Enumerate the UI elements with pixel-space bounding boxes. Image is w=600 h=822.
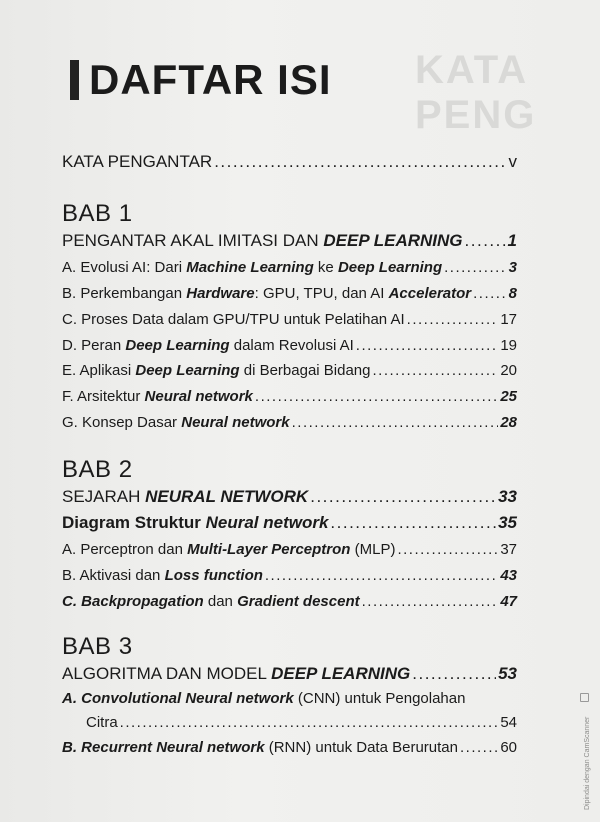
toc-entry-bab1-chapter[interactable] <box>62 231 517 251</box>
entry-text: ke <box>313 259 338 276</box>
page-number: 28 <box>500 414 517 431</box>
entry-emph: Accelerator <box>388 285 472 302</box>
toc-entry-bab3-a-cont[interactable] <box>86 714 517 731</box>
leader-dots <box>407 311 499 328</box>
entry-label <box>62 567 263 584</box>
entry-label <box>62 231 463 251</box>
toc-entry-bab1-b[interactable] <box>62 285 517 302</box>
entry-emph: Gradient descent <box>237 593 360 610</box>
leader-dots <box>465 231 506 251</box>
leader-dots <box>444 259 507 276</box>
entry-emph: Hardware <box>186 285 255 302</box>
entry-emph: Backpropagation <box>81 593 204 610</box>
leader-dots <box>310 487 496 507</box>
entry-label <box>62 513 328 533</box>
leader-dots <box>473 285 507 302</box>
entry-label <box>62 739 458 756</box>
entry-text: dan <box>203 593 238 610</box>
bab1-heading: BAB 1 <box>62 200 133 227</box>
page-number: 54 <box>500 714 517 731</box>
title-bar-decoration <box>70 60 79 100</box>
leader-dots <box>460 739 498 756</box>
entry-label <box>62 690 465 707</box>
page-number: 3 <box>508 259 517 276</box>
entry-text: E. Aplikasi <box>62 362 136 379</box>
toc-entry-bab1-d[interactable] <box>62 337 517 354</box>
entry-text: A. Evolusi AI: Dari <box>62 259 187 276</box>
entry-label <box>62 337 354 354</box>
entry-text: F. Arsitektur <box>62 388 145 405</box>
leader-dots <box>255 388 498 405</box>
entry-label <box>62 414 290 431</box>
entry-text: dalam Revolusi AI <box>229 337 354 354</box>
toc-entry-bab1-g[interactable] <box>62 414 517 431</box>
page-number: 25 <box>500 388 517 405</box>
entry-text: A. <box>62 690 82 707</box>
entry-emph: Recurrent Neural network <box>81 739 265 756</box>
entry-label <box>62 593 360 610</box>
scanner-watermark: Dipindai dengan CamScanner <box>584 716 591 810</box>
leader-dots <box>120 714 499 731</box>
camscanner-icon <box>580 693 589 702</box>
entry-text: (MLP) <box>350 541 396 558</box>
entry-label: Citra <box>86 714 118 731</box>
chapter-bold: DEEP LEARNING <box>271 664 411 683</box>
toc-entry-bab3-chapter[interactable] <box>62 664 517 684</box>
bab2-heading: BAB 2 <box>62 456 133 483</box>
page-number: 60 <box>500 739 517 756</box>
toc-entry-bab2-c[interactable] <box>62 593 517 610</box>
leader-dots <box>356 337 499 354</box>
toc-entry-bab2-a[interactable] <box>62 541 517 558</box>
toc-entry-kata-pengantar[interactable] <box>62 152 517 172</box>
page-number: 1 <box>507 231 517 250</box>
entry-emph: Convolutional Neural network <box>81 690 294 707</box>
page-number: 37 <box>500 541 517 558</box>
entry-label <box>62 664 410 684</box>
toc-entry-bab1-a[interactable] <box>62 259 517 276</box>
page-number: 33 <box>498 487 517 506</box>
entry-text: A. Perceptron dan <box>62 541 188 558</box>
entry-text: B. Aktivasi dan <box>62 567 165 584</box>
diagram-plain: Diagram Struktur <box>62 513 206 532</box>
leader-dots <box>292 414 499 431</box>
toc-entry-bab2-b[interactable] <box>62 567 517 584</box>
toc-entry-bab2-chapter[interactable] <box>62 487 517 507</box>
entry-emph: Multi-Layer Perceptron <box>187 541 351 558</box>
toc-entry-bab3-b[interactable] <box>62 739 517 756</box>
bab3-heading: BAB 3 <box>62 633 133 660</box>
toc-entry-bab3-a[interactable] <box>62 690 517 707</box>
page-number: v <box>508 152 517 171</box>
leader-dots <box>373 362 499 379</box>
entry-label <box>62 362 371 379</box>
page-title: DAFTAR ISI <box>89 56 332 103</box>
toc-entry-bab1-c[interactable] <box>62 311 517 328</box>
entry-label: KATA PENGANTAR <box>62 152 213 171</box>
entry-emph: Loss function <box>164 567 263 584</box>
entry-emph: Neural network <box>144 388 253 405</box>
entry-text: B. Perkembangan <box>62 285 187 302</box>
title-block <box>70 56 332 104</box>
leader-dots <box>214 152 506 172</box>
entry-label <box>62 388 253 405</box>
page-number: 17 <box>500 311 517 328</box>
entry-text: G. Konsep Dasar <box>62 414 182 431</box>
toc-entry-bab1-e[interactable] <box>62 362 517 379</box>
entry-text: B. <box>62 739 82 756</box>
entry-text: (RNN) untuk Data Berurutan <box>264 739 458 756</box>
leader-dots <box>397 541 498 558</box>
entry-text: di Berbagai Bidang <box>239 362 371 379</box>
entry-emph: Deep Learning <box>125 337 230 354</box>
entry-text: C. <box>62 593 82 610</box>
chapter-bold: DEEP LEARNING <box>323 231 463 250</box>
ghost-bleed-text: KATA PENG <box>415 48 537 137</box>
chapter-plain: ALGORITMA DAN MODEL <box>62 664 272 683</box>
page-number: 8 <box>508 285 517 302</box>
chapter-bold: NEURAL NETWORK <box>145 487 309 506</box>
page-number: 20 <box>500 362 517 379</box>
entry-emph: Deep Learning <box>337 259 443 276</box>
page-number: 43 <box>500 567 517 584</box>
entry-label: C. Proses Data dalam GPU/TPU untuk Pelatihan AI <box>62 311 405 328</box>
entry-emph: Deep Learning <box>135 362 240 379</box>
page-number: 47 <box>500 593 517 610</box>
chapter-plain: SEJARAH <box>62 487 146 506</box>
entry-text: : GPU, TPU, dan AI <box>254 285 389 302</box>
toc-entry-bab1-f[interactable] <box>62 388 517 405</box>
page-number: 19 <box>500 337 517 354</box>
entry-text: (CNN) untuk Pengolahan <box>293 690 466 707</box>
entry-label <box>62 259 442 276</box>
toc-entry-bab2-diagram[interactable] <box>62 513 517 533</box>
leader-dots <box>412 664 496 684</box>
leader-dots <box>362 593 499 610</box>
diagram-bold: Neural network <box>205 513 329 532</box>
entry-emph: Machine Learning <box>186 259 314 276</box>
leader-dots <box>330 513 496 533</box>
leader-dots <box>265 567 498 584</box>
entry-label <box>62 541 395 558</box>
entry-emph: Neural network <box>181 414 290 431</box>
page-number: 53 <box>498 664 517 683</box>
entry-label <box>62 487 308 507</box>
page-number: 35 <box>498 513 517 532</box>
entry-text: D. Peran <box>62 337 126 354</box>
chapter-plain: PENGANTAR AKAL IMITASI DAN <box>62 231 324 250</box>
entry-label <box>62 285 471 302</box>
